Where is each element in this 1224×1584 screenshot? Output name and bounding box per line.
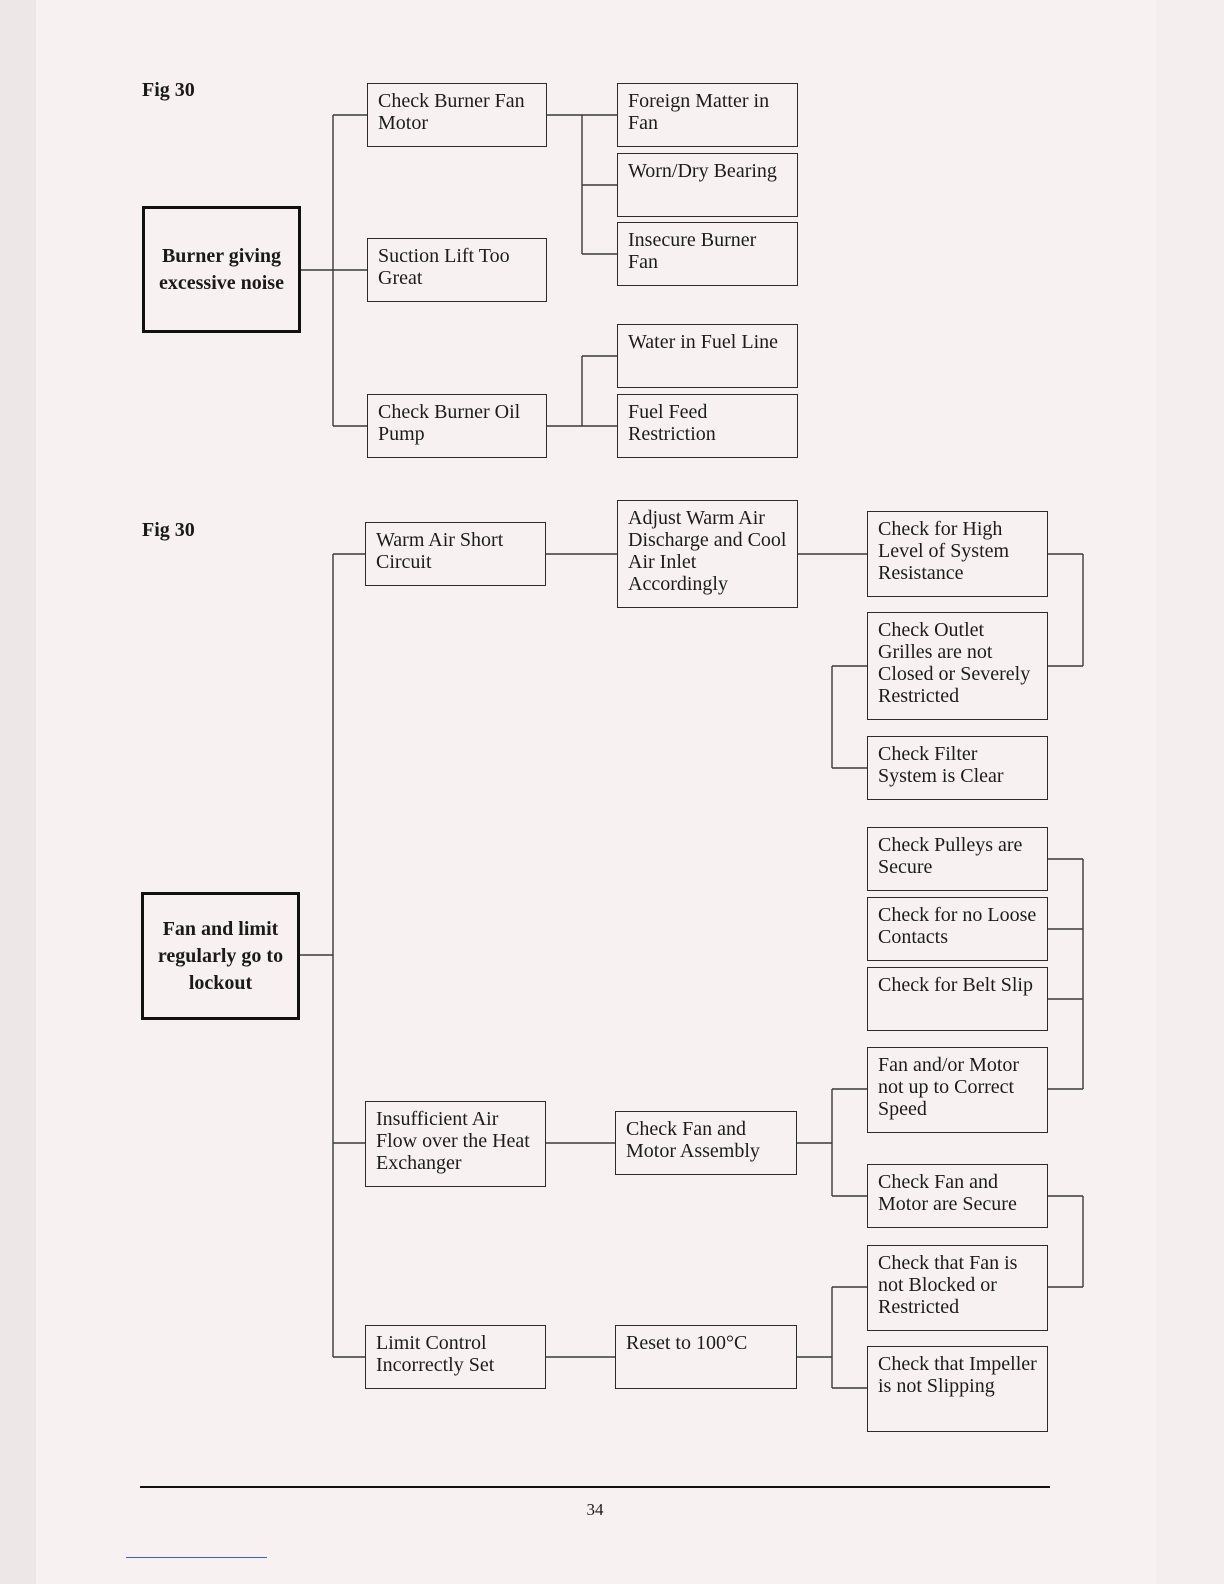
check-box: Worn/Dry Bearing <box>617 153 798 217</box>
cause-box: Insufficient Air Flow over the Heat Exchanger <box>365 1101 546 1187</box>
cause-box: Check Burner Fan Motor <box>367 83 547 147</box>
link-underline[interactable] <box>126 1557 267 1558</box>
figure-label: Fig 30 <box>142 519 195 541</box>
page-number: 34 <box>586 1500 604 1519</box>
cause-box: Suction Lift Too Great <box>367 238 547 302</box>
root-node-fan-lockout: Fan and limit regularly go to lockout <box>141 892 300 1020</box>
footer-rule <box>140 1486 1050 1488</box>
check-box: Check Filter System is Clear <box>867 736 1048 800</box>
check-box: Fan and/or Motor not up to Correct Speed <box>867 1047 1048 1133</box>
figure-label: Fig 30 <box>142 79 195 101</box>
check-box: Check Pulleys are Secure <box>867 827 1048 891</box>
action-box: Check Fan and Motor Assembly <box>615 1111 797 1175</box>
cause-box: Check Burner Oil Pump <box>367 394 547 458</box>
check-box: Check Fan and Motor are Secure <box>867 1164 1048 1228</box>
check-box: Check that Fan is not Blocked or Restricted <box>867 1245 1048 1331</box>
check-box: Check Outlet Grilles are not Closed or Severely Restricted <box>867 612 1048 720</box>
check-box: Water in Fuel Line <box>617 324 798 388</box>
cause-box: Limit Control Incorrectly Set <box>365 1325 546 1389</box>
cause-box: Warm Air Short Circuit <box>365 522 546 586</box>
action-box: Adjust Warm Air Discharge and Cool Air Inlet Accordingly <box>617 500 798 608</box>
root-node-burner-noise: Burner giving excessive noise <box>142 206 301 333</box>
action-box: Reset to 100°C <box>615 1325 797 1389</box>
check-box: Check for no Loose Contacts <box>867 897 1048 961</box>
check-box: Check for Belt Slip <box>867 967 1048 1031</box>
check-box: Check for High Level of System Resistance <box>867 511 1048 597</box>
check-box: Foreign Matter in Fan <box>617 83 798 147</box>
check-box: Check that Impeller is not Slipping <box>867 1346 1048 1432</box>
check-box: Fuel Feed Restriction <box>617 394 798 458</box>
check-box: Insecure Burner Fan <box>617 222 798 286</box>
